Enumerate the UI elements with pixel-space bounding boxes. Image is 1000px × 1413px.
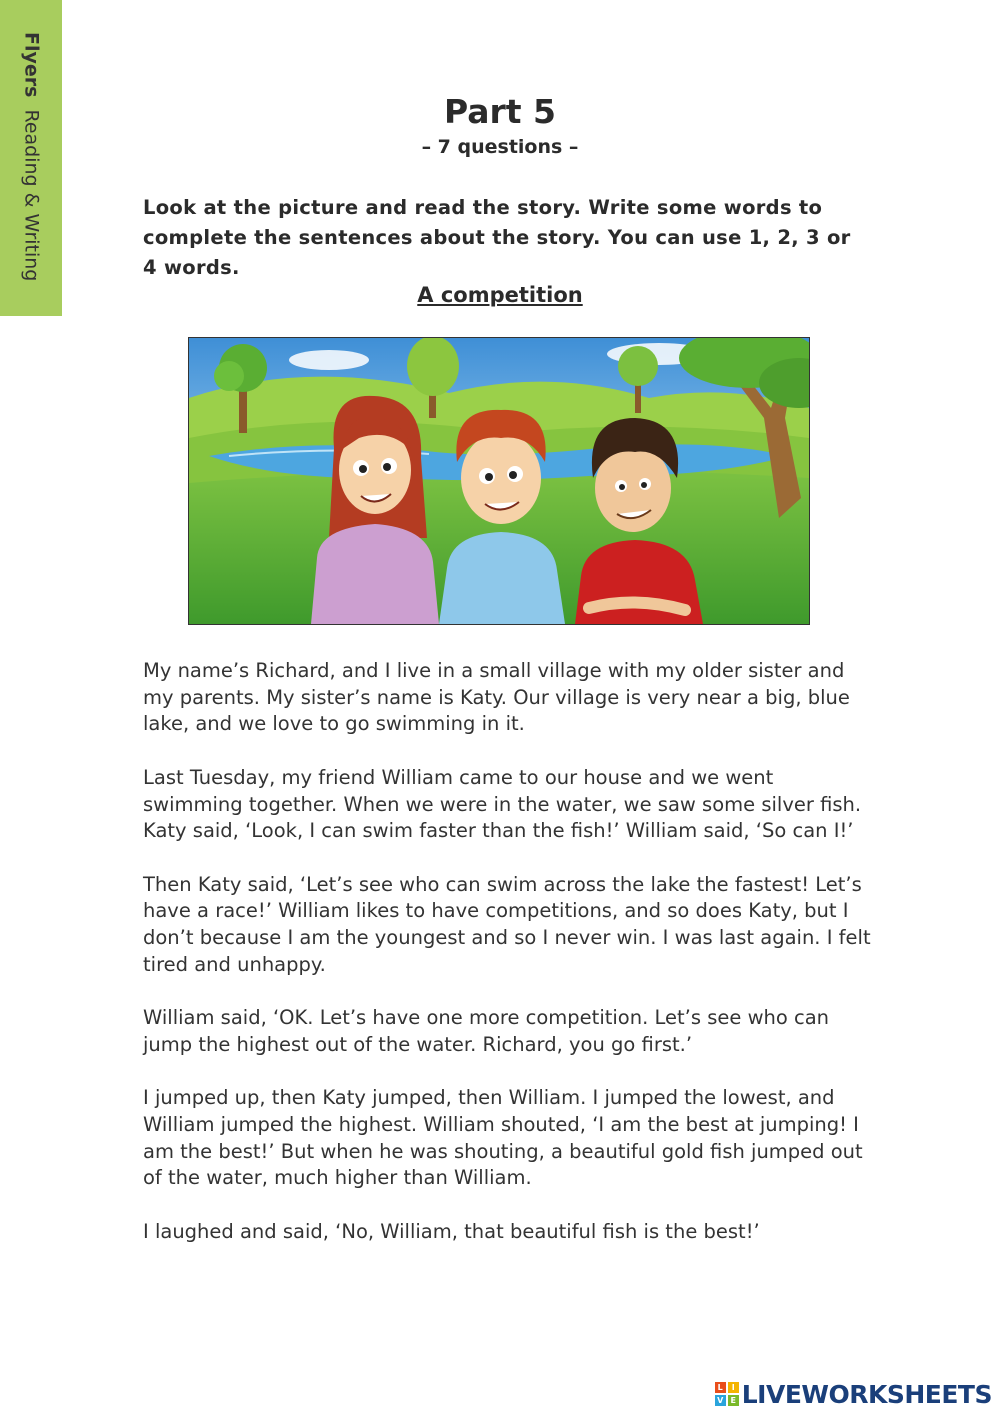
story-paragraph: William said, ‘OK. Let’s have one more competition. Let’s see who can jump the highest out of the water. Richard, you go first.’ — [143, 1006, 830, 1056]
liveworksheets-logo[interactable] — [715, 1381, 992, 1407]
story-text — [143, 658, 873, 1272]
side-tab-section: Reading & Writing — [20, 109, 43, 282]
story-paragraph: I jumped up, then Katy jumped, then William. I jumped the lowest, and William jumped the highest. William shouted, ‘I am the best at jumping! I am the best!’ But when he was shouting, a beautiful gold fish jumped out of the water, much higher than William. — [143, 1086, 863, 1190]
story-paragraph: My name’s Richard, and I live in a small village with my older sister and my parents. My sister’s name is Katy. Our village is very near a big, blue lake, and we love to go swimming in it. — [143, 659, 850, 736]
side-tab — [0, 0, 62, 316]
logo-letter: V — [715, 1395, 726, 1406]
logo-mark-icon — [715, 1382, 739, 1406]
page-title: Part 5 — [443, 92, 557, 131]
side-tab-level: Flyers — [20, 32, 43, 98]
logo-letter: L — [715, 1382, 726, 1393]
logo-letter: I — [728, 1382, 739, 1393]
instructions: Look at the picture and read the story. Write some words to complete the sentences about the story. You can use 1, 2, 3 or 4 words. — [143, 196, 851, 279]
page-subtitle: – 7 questions – — [421, 136, 579, 158]
logo-letter: E — [728, 1395, 739, 1406]
story-paragraph: I laughed and said, ‘No, William, that beautiful fish is the best!’ — [143, 1219, 760, 1243]
story-paragraph: Then Katy said, ‘Let’s see who can swim across the lake the fastest! Let’s have a race!’ William likes to have competitions, and so does Katy, but I don’t because I am the youngest and so I never win. I was last again. I felt tired and unhappy. — [143, 872, 871, 976]
logo-text: LIVEWORKSHEETS — [741, 1379, 992, 1409]
story-illustration — [188, 337, 810, 625]
story-title: A competition — [417, 283, 583, 307]
story-paragraph: Last Tuesday, my friend William came to our house and we went swimming together. When we were in the water, we saw some silver fish. Katy said, ‘Look, I can swim faster than the fish!’ William said, ‘So can I!’ — [143, 765, 862, 843]
